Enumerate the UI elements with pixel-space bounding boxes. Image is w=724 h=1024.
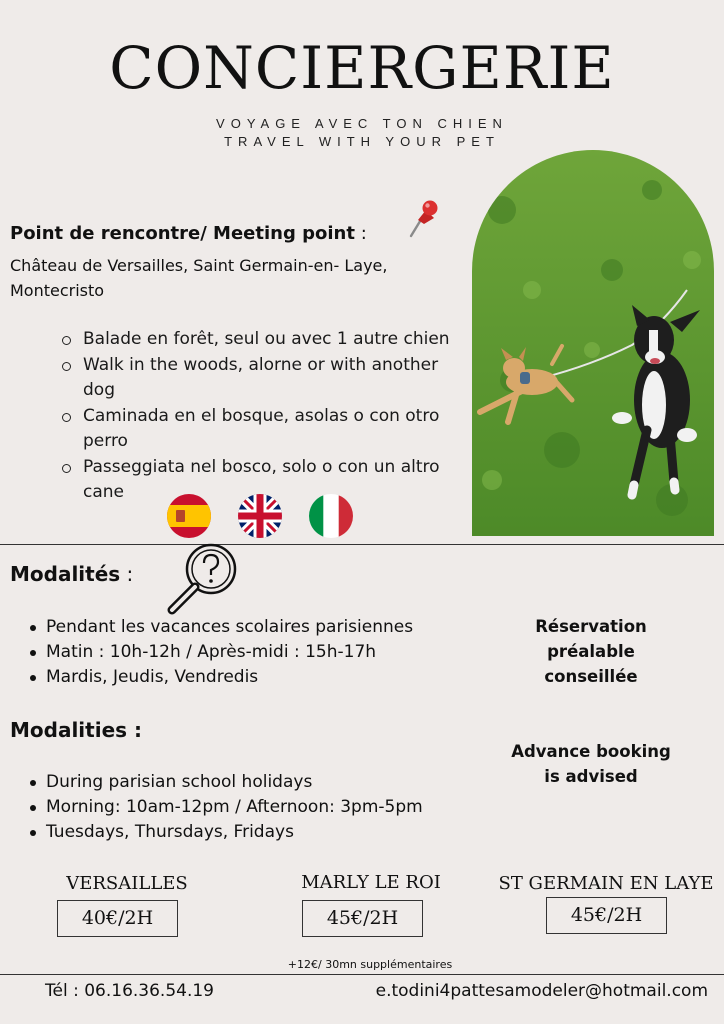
list-item: Morning: 10am-12pm / Afternoon: 3pm-5pm <box>28 795 423 820</box>
city-versailles: VERSAILLES <box>66 873 188 894</box>
price-marly: 45€/2H <box>302 900 423 937</box>
subtitle-fr: VOYAGE AVEC TON CHIEN <box>216 116 508 131</box>
city-st-germain: ST GERMAIN EN LAYE <box>498 873 714 894</box>
modalites-heading <box>10 562 133 586</box>
modalites-colon: : <box>120 562 134 586</box>
subtitle-en: TRAVEL WITH YOUR PET <box>224 134 500 149</box>
price-versailles: 40€/2H <box>57 900 178 937</box>
meeting-places: Château de Versailles, Saint Germain-en- Laye, Montecristo <box>10 256 388 300</box>
spain-flag-icon <box>166 493 212 539</box>
list-item: Mardis, Jeudis, Vendredis <box>28 665 413 690</box>
list-item: During parisian school holidays <box>28 770 423 795</box>
modalities-label: Modalities : <box>10 718 143 742</box>
list-item: Tuesdays, Thursdays, Fridays <box>28 820 423 845</box>
city-marly: MARLY LE ROI <box>301 872 441 893</box>
booking-note-en <box>490 739 692 789</box>
booking-note-line: Advance booking <box>511 742 671 761</box>
price-st-germain: 45€/2H <box>546 897 667 934</box>
activity-list <box>62 327 474 506</box>
extra-time-note: +12€/ 30mn supplémentaires <box>287 958 453 971</box>
meeting-point-colon: : <box>354 223 367 244</box>
footer-divider <box>0 974 724 975</box>
italy-flag-icon <box>308 493 354 539</box>
booking-note-line: is advised <box>544 767 638 786</box>
list-item: Passeggiata nel bosco, solo o con un altro cane <box>62 455 474 506</box>
meeting-point-heading <box>10 223 367 244</box>
list-item: Walk in the woods, alorne or with another dog <box>62 353 474 404</box>
uk-flag-icon <box>237 493 283 539</box>
dogs-photo <box>472 150 714 536</box>
phone-number: Tél : 06.16.36.54.19 <box>45 981 214 1001</box>
page-title: CONCIERGERIE <box>109 34 615 102</box>
section-divider <box>0 544 724 545</box>
modalites-label: Modalités <box>10 562 121 586</box>
meeting-point-label: Point de rencontre/ Meeting point <box>10 223 355 244</box>
pushpin-icon <box>404 198 440 240</box>
list-item: Caminada en el bosque, asolas o con otro perro <box>62 404 474 455</box>
list-item: Matin : 10h-12h / Après-midi : 15h-17h <box>28 640 413 665</box>
email-address: e.todini4pattesamodeler@hotmail.com <box>375 981 708 1001</box>
question-magnifier-icon <box>164 541 242 617</box>
booking-note-fr <box>490 614 692 689</box>
booking-note-line: Réservation <box>535 617 647 636</box>
booking-note-line: préalable <box>547 642 635 661</box>
booking-note-line: conseillée <box>544 667 638 686</box>
modalites-list <box>28 615 413 690</box>
modalities-heading <box>10 718 142 742</box>
list-item: Balade en forêt, seul ou avec 1 autre chien <box>62 327 474 353</box>
modalities-list <box>28 770 423 845</box>
list-item: Pendant les vacances scolaires parisiennes <box>28 615 413 640</box>
